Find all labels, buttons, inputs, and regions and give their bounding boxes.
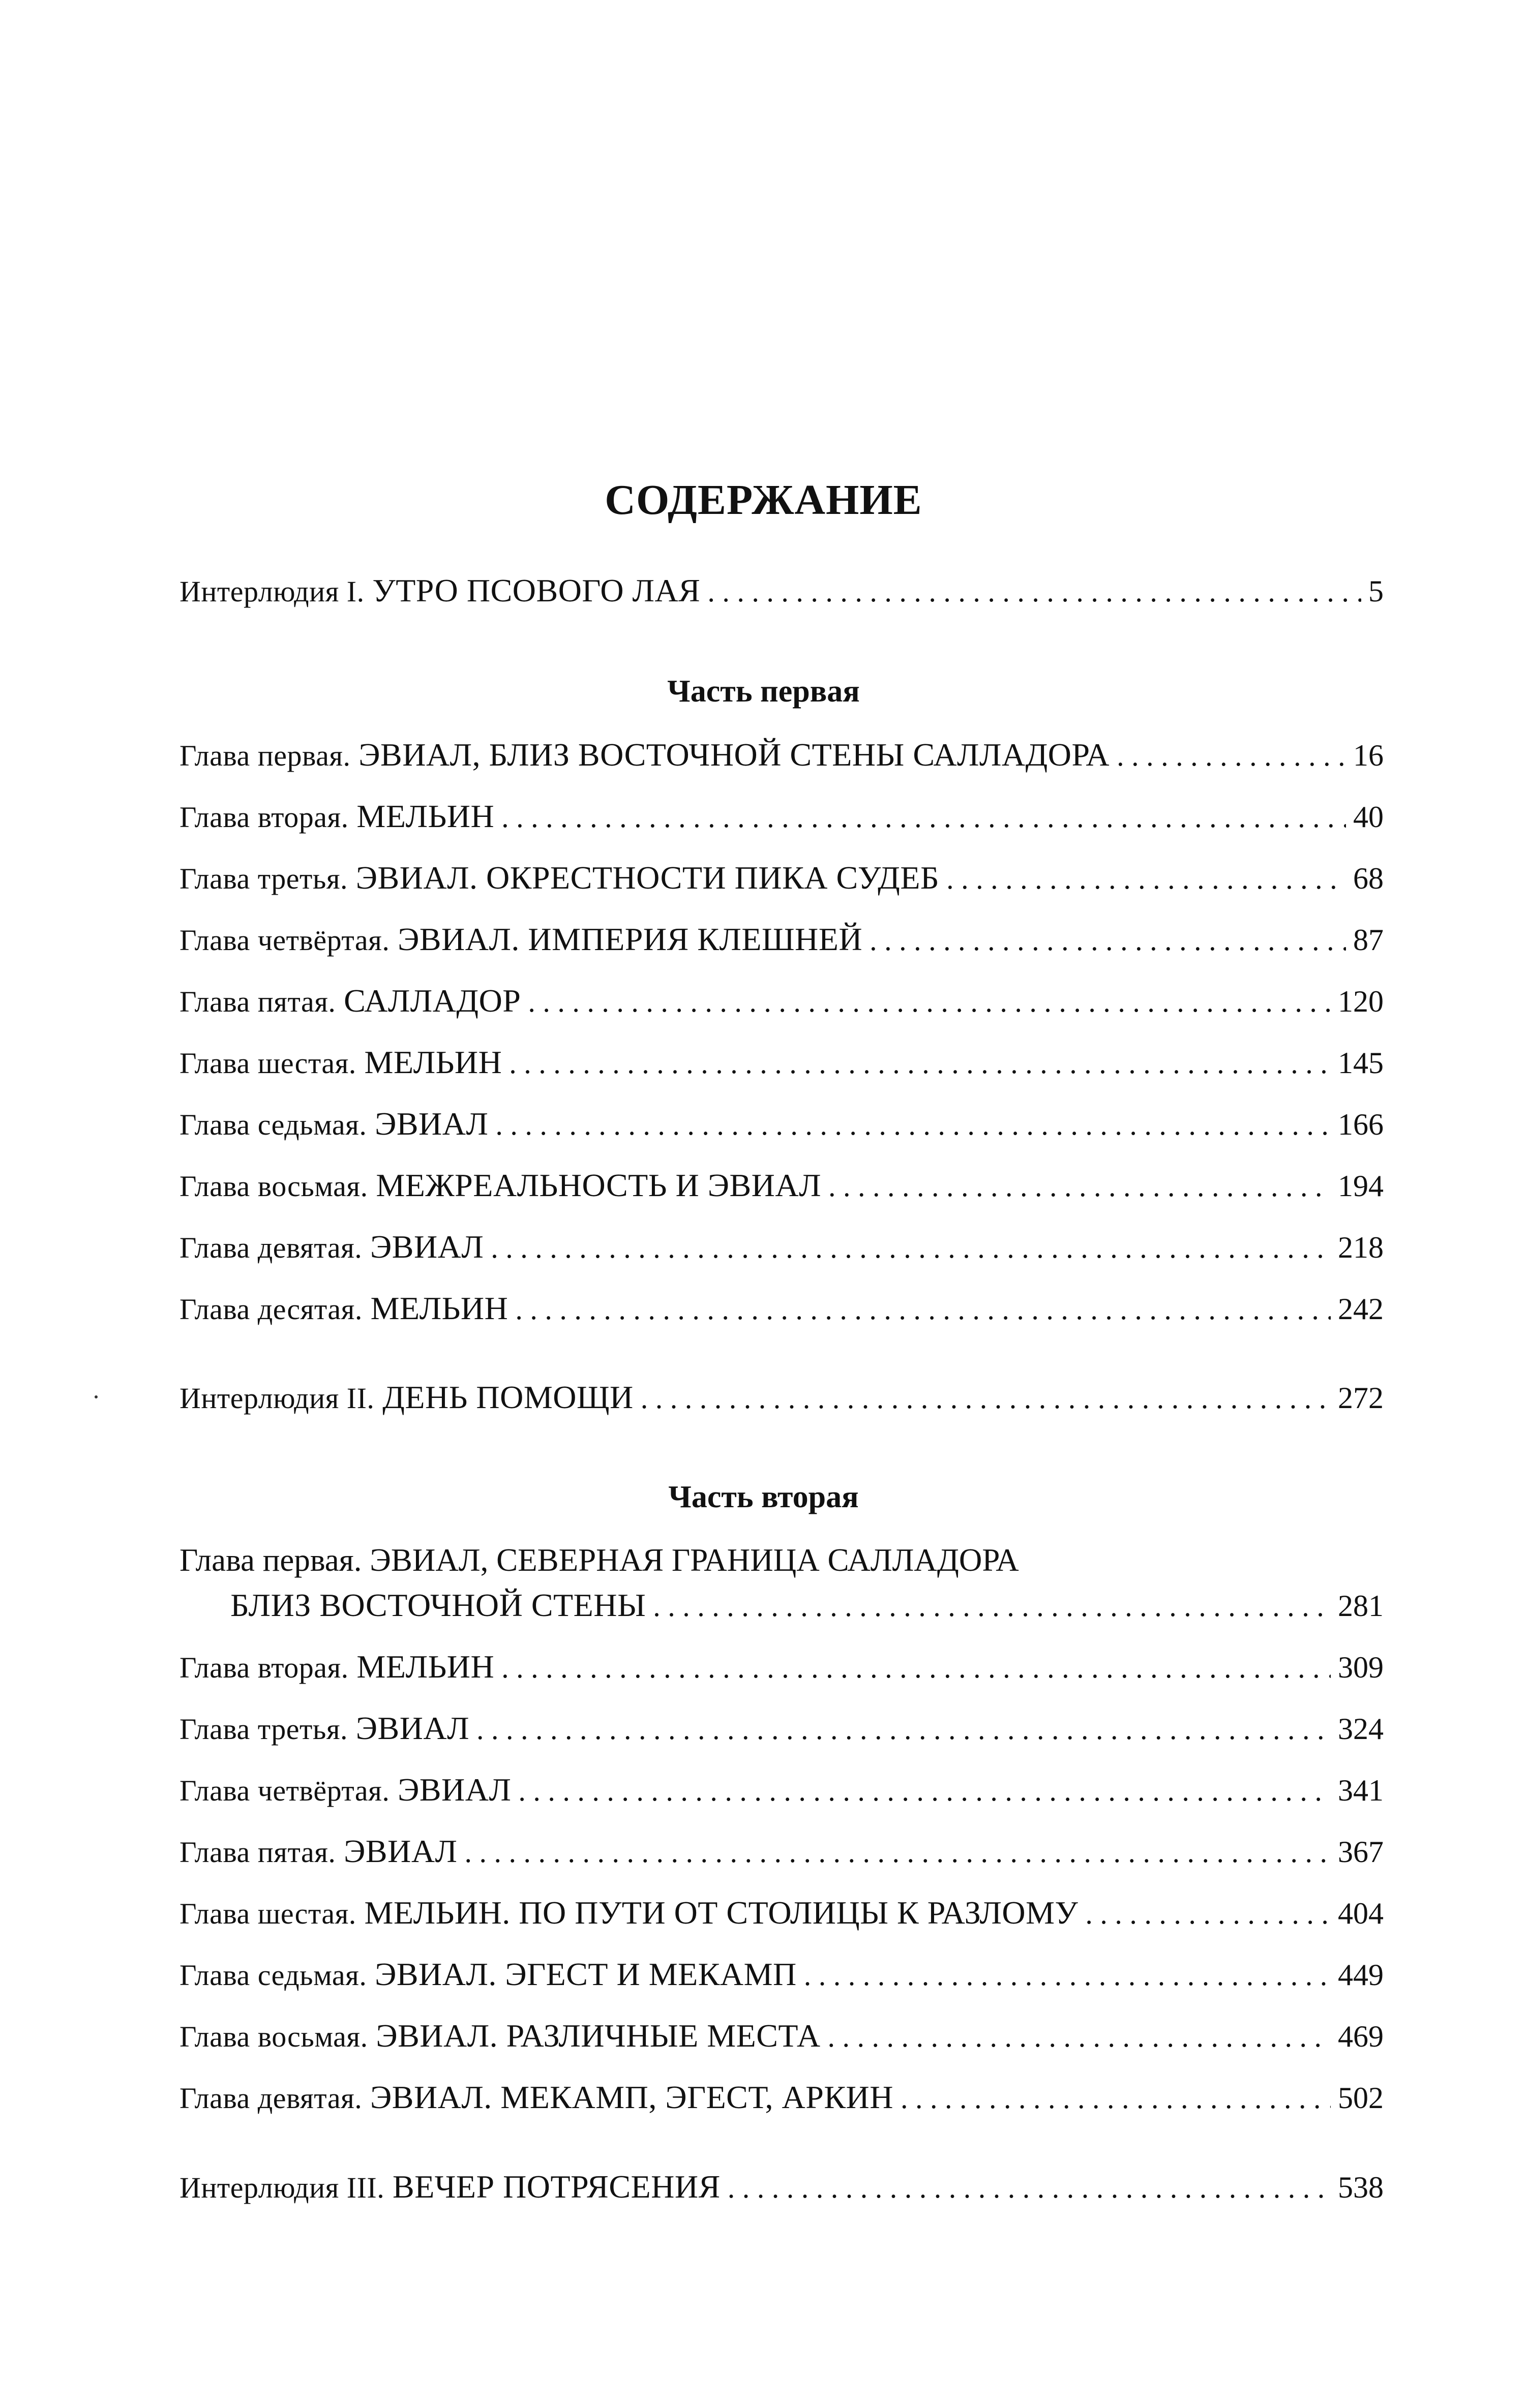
entry-title-line1: ЭВИАЛ, СЕВЕРНАЯ ГРАНИЦА САЛЛАДОРА [370,1542,1019,1578]
entry-prefix: Глава седьмая. [179,1959,367,1992]
toc-entry-interlude-1[interactable] [179,572,1384,618]
dot-leader [946,862,1346,896]
part-2-heading: Часть вторая [668,1480,859,1514]
entry-title: ЭВИАЛ [398,1772,512,1808]
entry-title: УТРО ПСОВОГО ЛАЯ [372,572,701,608]
toc-entry-part2-ch6[interactable] [179,1894,1384,1940]
toc-entry-part2-ch1-line2[interactable] [230,1587,1384,1632]
entry-prefix: Глава седьмая. [179,1108,367,1141]
entry-page-number: 68 [1353,862,1384,895]
entry-prefix: Глава первая. [179,1542,362,1578]
entry-page-number: 242 [1338,1292,1384,1326]
toc-entry-part1-ch8[interactable] [179,1167,1384,1212]
entry-prefix: Глава вторая. [179,1651,349,1684]
entry-page-number: 538 [1338,2171,1384,2204]
entry-prefix: Интерлюдия III. [179,2171,385,2204]
entry-prefix: Глава четвёртая. [179,1774,390,1807]
toc-entry-part2-ch3[interactable] [179,1710,1384,1755]
dot-leader [728,2171,1331,2205]
dot-leader [828,1169,1331,1203]
entry-prefix: Глава девятая. [179,2082,363,2115]
dot-leader [501,800,1346,834]
entry-page-number: 16 [1353,739,1384,772]
entry-page-number: 40 [1353,800,1384,834]
toc-entry-interlude-2[interactable] [179,1379,1384,1424]
entry-prefix: Глава восьмая. [179,2020,368,2053]
dot-leader [1117,739,1346,773]
entry-title: ВЕЧЕР ПОТРЯСЕНИЯ [393,2169,721,2205]
entry-title: МЕЛЬИН [356,1649,495,1685]
toc-entry-part1-ch4[interactable] [179,921,1384,966]
entry-title: ЭВИАЛ [375,1106,489,1142]
dot-leader [464,1835,1331,1869]
entry-prefix: Глава девятая. [179,1231,363,1264]
entry-page-number: 309 [1338,1651,1384,1684]
toc-entry-part1-ch5[interactable] [179,982,1384,1028]
dot-leader [653,1589,1331,1623]
entry-prefix: Глава десятая. [179,1293,363,1326]
entry-page-number: 404 [1338,1897,1384,1930]
toc-entry-part2-ch9[interactable] [179,2079,1384,2124]
dot-leader [501,1651,1331,1685]
entry-page-number: 449 [1338,1958,1384,1992]
entry-page-number: 367 [1338,1835,1384,1869]
toc-entry-part2-ch2[interactable] [179,1648,1384,1694]
entry-page-number: 166 [1338,1108,1384,1141]
toc-entry-part1-ch2[interactable] [179,798,1384,843]
part-1-heading: Часть первая [667,674,860,709]
entry-page-number: 502 [1338,2081,1384,2115]
entry-title: ЭВИАЛ. ЭГЕСТ И МЕКАМП [375,1956,797,1992]
entry-title-line2: БЛИЗ ВОСТОЧНОЙ СТЕНЫ [230,1587,646,1623]
dot-leader [870,923,1346,957]
entry-page-number: 324 [1338,1712,1384,1746]
entry-prefix: Глава пятая. [179,985,336,1018]
entry-prefix: Глава пятая. [179,1836,336,1869]
entry-title: МЕЖРЕАЛЬНОСТЬ И ЭВИАЛ [376,1167,821,1203]
toc-entry-interlude-3[interactable] [179,2168,1384,2214]
entry-prefix: Интерлюдия I. [179,575,365,608]
entry-title: ЭВИАЛ, БЛИЗ ВОСТОЧНОЙ СТЕНЫ САЛЛАДОРА [358,737,1110,773]
entry-prefix: Глава четвёртая. [179,924,390,957]
dot-leader [491,1231,1331,1265]
dot-leader [515,1292,1331,1326]
stray-mark [95,1395,98,1398]
dot-leader [1085,1897,1331,1931]
entry-prefix: Глава третья. [179,862,348,895]
dot-leader [901,2081,1331,2115]
entry-prefix: Глава шестая. [179,1047,356,1080]
entry-title: ЭВИАЛ. МЕКАМП, ЭГЕСТ, АРКИН [370,2079,893,2115]
toc-entry-part1-ch1[interactable] [179,736,1384,782]
entry-title: МЕЛЬИН [370,1290,508,1326]
entry-title: ЭВИАЛ. ИМПЕРИЯ КЛЕШНЕЙ [398,921,863,957]
entry-page-number: 5 [1368,574,1384,608]
toc-entry-part1-ch7[interactable] [179,1105,1384,1151]
dot-leader [518,1774,1331,1808]
entry-title: ЭВИАЛ [344,1833,458,1869]
entry-page-number: 87 [1353,923,1384,957]
entry-page-number: 145 [1338,1046,1384,1080]
entry-title: ЭВИАЛ. РАЗЛИЧНЫЕ МЕСТА [376,2018,821,2054]
entry-page-number: 218 [1338,1231,1384,1264]
dot-leader [476,1712,1331,1746]
entry-page-number: 120 [1338,985,1384,1018]
toc-entry-part2-ch1-line1[interactable] [179,1542,1019,1579]
entry-page-number: 281 [1338,1589,1384,1623]
dot-leader [528,985,1331,1019]
entry-title: САЛЛАДОР [344,983,521,1019]
dot-leader [495,1108,1331,1142]
entry-title: МЕЛЬИН [356,798,495,834]
dot-leader [804,1958,1331,1992]
dot-leader [828,2020,1331,2054]
entry-prefix: Глава шестая. [179,1897,356,1930]
entry-title: МЕЛЬИН. ПО ПУТИ ОТ СТОЛИЦЫ К РАЗЛОМУ [364,1895,1079,1931]
entry-title: МЕЛЬИН [364,1044,502,1080]
toc-entry-part1-ch3[interactable] [179,859,1384,905]
entry-page-number: 194 [1338,1169,1384,1203]
entry-prefix: Интерлюдия II. [179,1382,375,1415]
entry-prefix: Глава восьмая. [179,1170,368,1203]
entry-page-number: 341 [1338,1774,1384,1807]
entry-title: ЭВИАЛ [355,1710,470,1746]
entry-title: ЭВИАЛ. ОКРЕСТНОСТИ ПИКА СУДЕБ [355,860,940,896]
toc-entry-part2-ch7[interactable] [179,1956,1384,2001]
entry-page-number: 469 [1338,2020,1384,2053]
toc-entry-part1-ch6[interactable] [179,1044,1384,1089]
toc-entry-part2-ch4[interactable] [179,1771,1384,1817]
dot-leader [641,1381,1331,1415]
entry-page-number: 272 [1338,1381,1384,1415]
dot-leader [707,574,1361,608]
toc-entry-part2-ch8[interactable] [179,2017,1384,2063]
toc-entry-part2-ch5[interactable] [179,1833,1384,1878]
toc-entry-part1-ch10[interactable] [179,1290,1384,1335]
entry-prefix: Глава вторая. [179,801,349,834]
entry-title: ДЕНЬ ПОМОЩИ [382,1379,634,1415]
page-title: СОДЕРЖАНИЕ [605,476,922,524]
entry-prefix: Глава первая. [179,739,351,772]
entry-title: ЭВИАЛ [370,1229,484,1265]
entry-prefix: Глава третья. [179,1713,348,1746]
dot-leader [509,1046,1331,1080]
toc-entry-part1-ch9[interactable] [179,1228,1384,1274]
